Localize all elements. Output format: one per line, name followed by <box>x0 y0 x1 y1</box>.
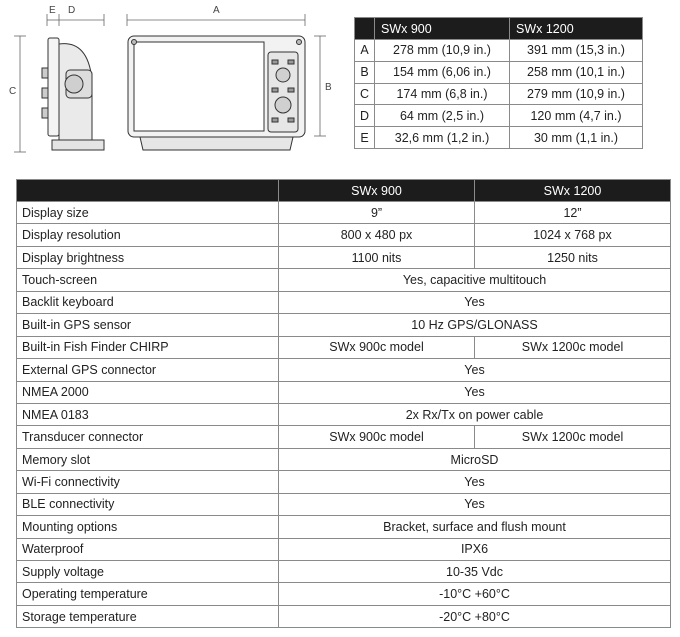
spec-name: Built-in GPS sensor <box>17 314 279 336</box>
spec-name: BLE connectivity <box>17 493 279 515</box>
spec-name: Operating temperature <box>17 583 279 605</box>
spec-row <box>17 381 671 403</box>
dimension-row <box>355 40 643 62</box>
spec-row <box>17 202 671 224</box>
spec-row <box>17 224 671 246</box>
dimensions-header-key <box>355 18 375 40</box>
spec-value-shared: Yes <box>279 359 671 381</box>
spec-value-shared: Yes <box>279 381 671 403</box>
dimension-drawing <box>0 0 345 165</box>
spec-value-swx900: SWx 900c model <box>279 426 475 448</box>
dimension-value-swx1200: 391 mm (15,3 in.) <box>510 40 643 62</box>
spec-name: External GPS connector <box>17 359 279 381</box>
spec-value-shared: Bracket, surface and flush mount <box>279 516 671 538</box>
dimension-value-swx900: 278 mm (10,9 in.) <box>375 40 510 62</box>
dimensions-header-row <box>355 18 643 40</box>
spec-name: Supply voltage <box>17 561 279 583</box>
spec-name: Storage temperature <box>17 605 279 627</box>
spec-value-swx1200: 1250 nits <box>475 246 671 268</box>
spec-row <box>17 583 671 605</box>
dimension-row <box>355 105 643 127</box>
front-view <box>128 36 305 150</box>
spec-row <box>17 561 671 583</box>
spec-value-shared: MicroSD <box>279 448 671 470</box>
dimension-value-swx1200: 279 mm (10,9 in.) <box>510 83 643 105</box>
specifications-header-row <box>17 180 671 202</box>
spec-value-shared: 10 Hz GPS/GLONASS <box>279 314 671 336</box>
spec-name: Built-in Fish Finder CHIRP <box>17 336 279 358</box>
label-c: C <box>9 86 17 97</box>
dimension-row <box>355 61 643 83</box>
spec-value-swx900: SWx 900c model <box>279 336 475 358</box>
spec-row <box>17 538 671 560</box>
dimension-value-swx900: 154 mm (6,06 in.) <box>375 61 510 83</box>
label-d: D <box>68 5 76 16</box>
spec-row <box>17 471 671 493</box>
dimension-value-swx900: 32,6 mm (1,2 in.) <box>375 127 510 149</box>
dimension-row <box>355 83 643 105</box>
dimensions-header-swx900: SWx 900 <box>375 18 510 40</box>
spec-value-swx900: 1100 nits <box>279 246 475 268</box>
label-e: E <box>49 5 56 16</box>
dimension-key: B <box>355 61 375 83</box>
spec-name: Backlit keyboard <box>17 291 279 313</box>
spec-name: NMEA 0183 <box>17 403 279 425</box>
spec-value-swx900: 800 x 480 px <box>279 224 475 246</box>
dimension-value-swx1200: 120 mm (4,7 in.) <box>510 105 643 127</box>
spec-value-shared: -20°C +80°C <box>279 605 671 627</box>
spec-value-swx1200: 12” <box>475 202 671 224</box>
spec-value-swx900: 9” <box>279 202 475 224</box>
dimensions-header-swx1200: SWx 1200 <box>510 18 643 40</box>
specifications-header-swx900: SWx 900 <box>279 180 475 202</box>
spec-name: Memory slot <box>17 448 279 470</box>
spec-name: Mounting options <box>17 516 279 538</box>
spec-row <box>17 359 671 381</box>
device-dimension-diagram <box>0 0 345 165</box>
spec-name: Wi-Fi connectivity <box>17 471 279 493</box>
spec-name: Transducer connector <box>17 426 279 448</box>
spec-value-shared: Yes <box>279 291 671 313</box>
spec-row <box>17 426 671 448</box>
spec-value-shared: Yes <box>279 471 671 493</box>
spec-name: Display brightness <box>17 246 279 268</box>
spec-value-shared: 10-35 Vdc <box>279 561 671 583</box>
spec-value-shared: Yes <box>279 493 671 515</box>
side-view <box>42 38 104 150</box>
spec-row <box>17 403 671 425</box>
spec-name: NMEA 2000 <box>17 381 279 403</box>
spec-value-swx1200: SWx 1200c model <box>475 336 671 358</box>
dimensions-table <box>354 17 643 149</box>
label-b: B <box>325 82 332 93</box>
dimension-key: A <box>355 40 375 62</box>
dimension-key: E <box>355 127 375 149</box>
dimension-value-swx1200: 30 mm (1,1 in.) <box>510 127 643 149</box>
spec-value-swx1200: 1024 x 768 px <box>475 224 671 246</box>
spec-row <box>17 448 671 470</box>
spec-value-shared: -10°C +60°C <box>279 583 671 605</box>
spec-name: Display resolution <box>17 224 279 246</box>
specifications-table <box>16 179 671 628</box>
spec-row <box>17 516 671 538</box>
dimension-value-swx1200: 258 mm (10,1 in.) <box>510 61 643 83</box>
label-a: A <box>213 5 220 16</box>
spec-name: Display size <box>17 202 279 224</box>
dimension-key: C <box>355 83 375 105</box>
spec-row <box>17 269 671 291</box>
dimension-value-swx900: 174 mm (6,8 in.) <box>375 83 510 105</box>
spec-row <box>17 493 671 515</box>
dimension-value-swx900: 64 mm (2,5 in.) <box>375 105 510 127</box>
dimension-key: D <box>355 105 375 127</box>
spec-value-shared: 2x Rx/Tx on power cable <box>279 403 671 425</box>
spec-value-shared: Yes, capacitive multitouch <box>279 269 671 291</box>
spec-row <box>17 291 671 313</box>
specifications-header-name <box>17 180 279 202</box>
spec-row <box>17 314 671 336</box>
spec-row <box>17 246 671 268</box>
specifications-header-swx1200: SWx 1200 <box>475 180 671 202</box>
spec-value-swx1200: SWx 1200c model <box>475 426 671 448</box>
spec-row <box>17 605 671 627</box>
spec-row <box>17 336 671 358</box>
spec-value-shared: IPX6 <box>279 538 671 560</box>
spec-name: Touch-screen <box>17 269 279 291</box>
dimension-row <box>355 127 643 149</box>
spec-name: Waterproof <box>17 538 279 560</box>
